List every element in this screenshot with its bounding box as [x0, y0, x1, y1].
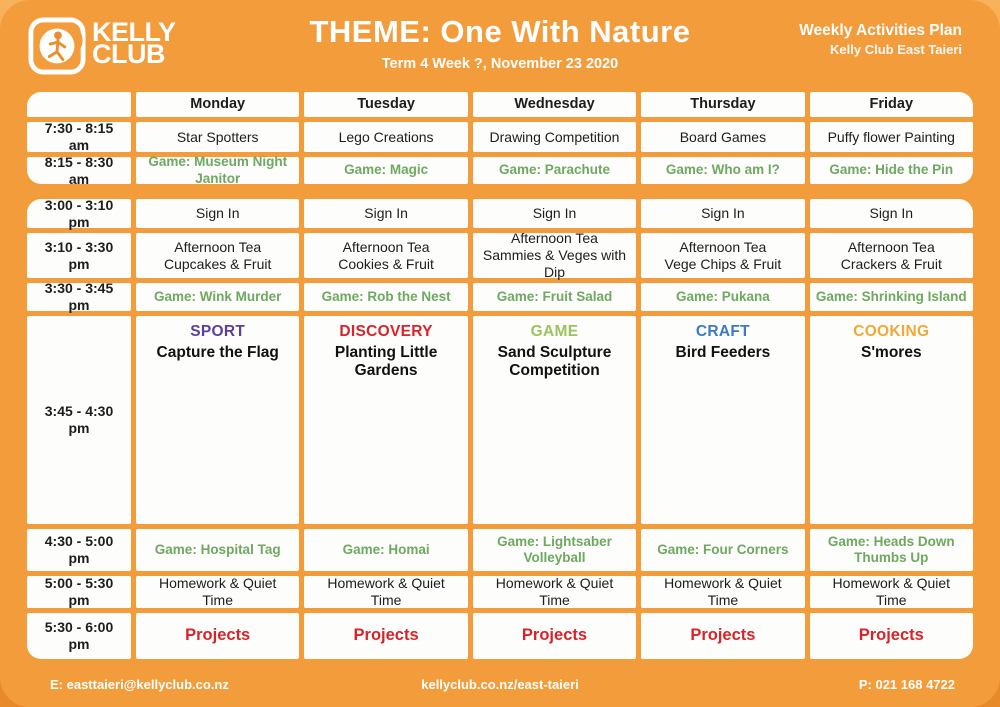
- day-header-tuesday: Tuesday: [304, 92, 467, 117]
- signin-cell: Sign In: [136, 199, 299, 228]
- page-title: THEME: One With Nature: [309, 14, 691, 49]
- projects-cell: Projects: [136, 613, 299, 659]
- tea-line1: Afternoon Tea: [679, 238, 767, 255]
- tea-cell: [473, 230, 636, 280]
- main-activity-title: Bird Feeders: [675, 343, 771, 361]
- activity-cell: Drawing Competition: [473, 122, 636, 152]
- signin-cell: Sign In: [473, 199, 636, 228]
- time-cell: 5:00 - 5:30 pm: [27, 576, 131, 608]
- main-activity-title: S'mores: [861, 343, 922, 361]
- tea-cell: [641, 233, 804, 278]
- footer: [0, 661, 1000, 707]
- projects-cell: Projects: [810, 613, 973, 659]
- main-activity-cell: [641, 316, 804, 524]
- main-activity-title: Capture the Flag: [156, 343, 279, 361]
- tea-line2: Crackers & Fruit: [840, 255, 942, 272]
- time-cell: 3:10 - 3:30 pm: [27, 233, 131, 278]
- game-cell: Game: Parachute: [473, 157, 636, 184]
- day-header-friday: Friday: [810, 92, 973, 117]
- footer-phone: P: 021 168 4722: [858, 676, 955, 692]
- homework-cell: Homework & Quiet Time: [473, 576, 636, 608]
- signin-cell: Sign In: [641, 199, 804, 228]
- category-label: CRAFT: [695, 323, 750, 340]
- game-cell: Game: Wink Murder: [136, 283, 299, 311]
- day-header-empty: [27, 92, 131, 117]
- page-subtitle: Term 4 Week ?, November 23 2020: [381, 56, 619, 72]
- tea-line2: Cupcakes & Fruit: [164, 255, 272, 272]
- logo-line1: KELLY: [92, 17, 176, 47]
- category-label: DISCOVERY: [339, 323, 433, 340]
- game-cell: Game: Magic: [304, 157, 467, 184]
- club-name: Kelly Club East Taieri: [830, 42, 962, 57]
- signin-cell: Sign In: [304, 199, 467, 228]
- time-cell: 3:30 - 3:45 pm: [27, 283, 131, 311]
- homework-cell: Homework & Quiet Time: [810, 576, 973, 608]
- tea-cell: [304, 233, 467, 278]
- game-cell: Game: Homai: [304, 529, 467, 571]
- afternoon-schedule-table: [27, 196, 973, 659]
- homework-cell: Homework & Quiet Time: [304, 576, 467, 608]
- time-cell: 4:30 - 5:00 pm: [27, 529, 131, 571]
- tea-line1: Afternoon Tea: [174, 238, 262, 255]
- activity-cell: Star Spotters: [136, 122, 299, 152]
- activity-cell: Lego Creations: [304, 122, 467, 152]
- game-cell: Game: Pukana: [641, 283, 804, 311]
- day-header-monday: Monday: [136, 92, 299, 117]
- plan-title: Weekly Activities Plan: [799, 22, 962, 39]
- category-label: GAME: [530, 323, 579, 340]
- activity-cell: Board Games: [641, 122, 804, 152]
- time-cell: 5:30 - 6:00 pm: [27, 613, 131, 659]
- game-cell: Game: Rob the Nest: [304, 283, 467, 311]
- header: [0, 0, 1000, 92]
- morning-schedule-table: [27, 92, 973, 187]
- main-activity-title: Sand Sculpture Competition: [497, 343, 612, 380]
- main-activity-cell: [136, 316, 299, 524]
- main-activity-cell: [810, 316, 973, 524]
- footer-email: E: easttaieri@kellyclub.co.nz: [50, 676, 229, 692]
- projects-cell: Projects: [304, 613, 467, 659]
- tea-line1: Afternoon Tea: [847, 238, 935, 255]
- tea-cell: [810, 233, 973, 278]
- activity-cell: Puffy flower Painting: [810, 122, 973, 152]
- tea-cell: [136, 233, 299, 278]
- tea-line1: Afternoon Tea: [511, 230, 598, 247]
- signin-cell: Sign In: [810, 199, 973, 228]
- tea-line2: Sammies & Veges with Dip: [482, 247, 627, 280]
- main-activity-cell: [473, 316, 636, 524]
- time-cell: 8:15 - 8:30 am: [27, 157, 131, 184]
- day-header-wednesday: Wednesday: [473, 92, 636, 117]
- main-activity-title: Planting Little Gardens: [334, 343, 438, 380]
- tea-line2: Cookies & Fruit: [338, 255, 434, 272]
- tea-line2: Vege Chips & Fruit: [664, 255, 782, 272]
- game-cell: Game: Lightsaber Volleyball: [473, 529, 636, 571]
- game-cell: Game: Four Corners: [641, 529, 804, 571]
- game-cell: Game: Heads Down Thumbs Up: [810, 529, 973, 571]
- category-label: SPORT: [190, 323, 246, 340]
- day-header-thursday: Thursday: [641, 92, 804, 117]
- main-activity-cell: [304, 316, 467, 524]
- game-cell: Game: Shrinking Island: [810, 283, 973, 311]
- time-cell: 7:30 - 8:15 am: [27, 122, 131, 152]
- game-cell: Game: Hide the Pin: [810, 157, 973, 184]
- tea-line1: Afternoon Tea: [342, 238, 430, 255]
- projects-cell: Projects: [641, 613, 804, 659]
- homework-cell: Homework & Quiet Time: [136, 576, 299, 608]
- game-cell: Game: Hospital Tag: [136, 529, 299, 571]
- category-label: COOKING: [853, 323, 930, 340]
- game-cell: Game: Museum Night Janitor: [136, 157, 299, 184]
- footer-website: kellyclub.co.nz/east-taieri: [421, 676, 579, 692]
- time-cell: 3:00 - 3:10 pm: [27, 199, 131, 228]
- game-cell: Game: Who am I?: [641, 157, 804, 184]
- logo-line2: CLUB: [92, 39, 165, 70]
- projects-cell: Projects: [473, 613, 636, 659]
- homework-cell: Homework & Quiet Time: [641, 576, 804, 608]
- game-cell: Game: Fruit Salad: [473, 283, 636, 311]
- time-cell: 3:45 - 4:30 pm: [27, 316, 131, 524]
